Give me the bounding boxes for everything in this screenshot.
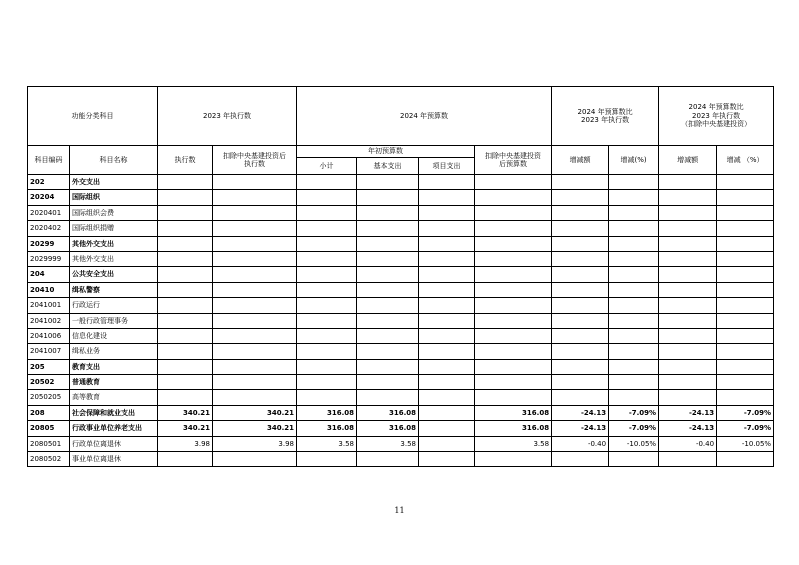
row-value: -24.13 (659, 421, 717, 436)
table-row (28, 390, 774, 405)
row-value (552, 267, 609, 282)
row-value: 3.58 (475, 436, 552, 451)
row-value (357, 190, 419, 205)
row-name: 行政单位离退休 (70, 436, 158, 451)
row-value (419, 221, 475, 236)
row-value (717, 175, 774, 190)
header-2024-budget: 2024 年预算数 (297, 87, 552, 146)
row-value (357, 328, 419, 343)
row-code: 2041002 (28, 313, 70, 328)
row-value: -24.13 (552, 405, 609, 420)
row-value (419, 267, 475, 282)
row-value (297, 251, 357, 266)
row-value (717, 359, 774, 374)
row-value (659, 205, 717, 220)
row-value (419, 405, 475, 420)
row-value: -0.40 (552, 436, 609, 451)
row-value (213, 298, 297, 313)
header-inc-amt-2: 增减额 (659, 146, 717, 175)
row-value (475, 390, 552, 405)
row-value (213, 267, 297, 282)
row-value: 340.21 (213, 405, 297, 420)
row-value (659, 236, 717, 251)
row-value (213, 344, 297, 359)
header-code: 科目编码 (28, 146, 70, 175)
row-value (297, 359, 357, 374)
row-value (552, 175, 609, 190)
table-row (28, 452, 774, 467)
row-value (609, 313, 659, 328)
row-code: 20204 (28, 190, 70, 205)
row-value (609, 205, 659, 220)
row-code: 20299 (28, 236, 70, 251)
row-value (297, 282, 357, 297)
row-name: 其他外交支出 (70, 251, 158, 266)
row-value (552, 298, 609, 313)
row-value (357, 298, 419, 313)
row-value: -7.09% (609, 421, 659, 436)
row-name: 缉私业务 (70, 344, 158, 359)
row-value (419, 205, 475, 220)
row-value (475, 313, 552, 328)
row-value (158, 267, 213, 282)
row-name: 公共安全支出 (70, 267, 158, 282)
row-value (717, 375, 774, 390)
row-value (609, 175, 659, 190)
row-value (213, 390, 297, 405)
row-value (659, 221, 717, 236)
table-row (28, 405, 774, 420)
row-value (297, 221, 357, 236)
row-value: -7.09% (717, 405, 774, 420)
row-value (297, 190, 357, 205)
row-value (552, 205, 609, 220)
row-value (158, 452, 213, 467)
row-value (659, 452, 717, 467)
row-value: -24.13 (552, 421, 609, 436)
header-2023-exec: 2023 年执行数 (158, 87, 297, 146)
row-value (552, 359, 609, 374)
row-value: 340.21 (158, 405, 213, 420)
row-value (475, 375, 552, 390)
row-code: 2050205 (28, 390, 70, 405)
row-value (158, 344, 213, 359)
row-value: -7.09% (717, 421, 774, 436)
row-name: 高等教育 (70, 390, 158, 405)
row-value (297, 236, 357, 251)
row-name: 行政运行 (70, 298, 158, 313)
row-value (717, 190, 774, 205)
row-code: 20410 (28, 282, 70, 297)
row-value (475, 251, 552, 266)
header-project: 项目支出 (419, 158, 475, 175)
header-exec-excl: 扣除中央基建投资后 执行数 (213, 146, 297, 175)
row-value: -10.05% (609, 436, 659, 451)
header-exec: 执行数 (158, 146, 213, 175)
row-value (297, 267, 357, 282)
row-value (475, 236, 552, 251)
row-name: 缉私警察 (70, 282, 158, 297)
row-code: 2020401 (28, 205, 70, 220)
row-code: 20502 (28, 375, 70, 390)
row-value: 316.08 (297, 405, 357, 420)
row-name: 一般行政管理事务 (70, 313, 158, 328)
row-value (475, 452, 552, 467)
table-row (28, 436, 774, 451)
row-value (552, 328, 609, 343)
row-value (475, 175, 552, 190)
row-value (213, 190, 297, 205)
row-value (717, 313, 774, 328)
row-value (609, 221, 659, 236)
header-budget-excl: 扣除中央基建投资 后预算数 (475, 146, 552, 175)
row-value (475, 344, 552, 359)
row-value (609, 452, 659, 467)
row-value (297, 313, 357, 328)
table-row (28, 205, 774, 220)
row-value (717, 298, 774, 313)
budget-table (27, 86, 774, 467)
row-value (659, 267, 717, 282)
row-code: 2041001 (28, 298, 70, 313)
row-value: 3.58 (357, 436, 419, 451)
row-name: 教育支出 (70, 359, 158, 374)
row-value (717, 205, 774, 220)
header-inc-pct-2: 增减 （%） (717, 146, 774, 175)
row-value (419, 375, 475, 390)
row-value (659, 359, 717, 374)
row-value (552, 390, 609, 405)
row-value (659, 313, 717, 328)
row-value (659, 390, 717, 405)
row-value (419, 313, 475, 328)
row-name: 其他外交支出 (70, 236, 158, 251)
row-code: 208 (28, 405, 70, 420)
row-value (213, 452, 297, 467)
row-value: 3.98 (158, 436, 213, 451)
table-row (28, 313, 774, 328)
table-row (28, 175, 774, 190)
row-value (552, 313, 609, 328)
row-value (213, 328, 297, 343)
row-name: 国际组织 (70, 190, 158, 205)
row-value (158, 282, 213, 297)
row-value (357, 251, 419, 266)
row-value (609, 344, 659, 359)
row-value (552, 236, 609, 251)
row-name: 外交支出 (70, 175, 158, 190)
row-value (419, 452, 475, 467)
row-value: -0.40 (659, 436, 717, 451)
row-value: 316.08 (475, 421, 552, 436)
row-value (158, 221, 213, 236)
row-value (609, 298, 659, 313)
row-value (213, 313, 297, 328)
row-value (609, 375, 659, 390)
row-value (158, 313, 213, 328)
row-value (659, 175, 717, 190)
row-value (609, 236, 659, 251)
header-inc-pct-1: 增减(%) (609, 146, 659, 175)
row-code: 2041007 (28, 344, 70, 359)
row-value (552, 344, 609, 359)
header-inc-amt-1: 增减额 (552, 146, 609, 175)
row-value: 316.08 (475, 405, 552, 420)
row-name: 社会保障和就业支出 (70, 405, 158, 420)
header-row-2 (28, 146, 774, 158)
row-value (552, 282, 609, 297)
row-value (717, 251, 774, 266)
row-name: 信息化建设 (70, 328, 158, 343)
row-value: 340.21 (158, 421, 213, 436)
row-value (609, 190, 659, 205)
row-value (419, 344, 475, 359)
row-value (357, 452, 419, 467)
row-value (158, 205, 213, 220)
row-value (717, 282, 774, 297)
row-value (297, 298, 357, 313)
row-value (357, 282, 419, 297)
row-name: 国际组织捐赠 (70, 221, 158, 236)
row-value (213, 221, 297, 236)
row-value (357, 344, 419, 359)
row-value (158, 298, 213, 313)
table-row (28, 328, 774, 343)
row-value: 340.21 (213, 421, 297, 436)
row-value (609, 328, 659, 343)
row-value (717, 452, 774, 467)
row-value (213, 359, 297, 374)
row-value (357, 375, 419, 390)
row-value (357, 175, 419, 190)
row-value (357, 390, 419, 405)
row-value (659, 190, 717, 205)
row-value (158, 375, 213, 390)
row-value: -7.09% (609, 405, 659, 420)
row-value (297, 390, 357, 405)
row-value (659, 344, 717, 359)
row-code: 2080502 (28, 452, 70, 467)
row-value (158, 190, 213, 205)
row-code: 2020402 (28, 221, 70, 236)
row-value (158, 359, 213, 374)
row-value (419, 328, 475, 343)
table-row (28, 359, 774, 374)
header-name: 科目名称 (70, 146, 158, 175)
row-value (552, 221, 609, 236)
row-value: 316.08 (357, 405, 419, 420)
row-value: 316.08 (357, 421, 419, 436)
row-value (475, 359, 552, 374)
table-row (28, 251, 774, 266)
row-value (609, 267, 659, 282)
row-value (659, 251, 717, 266)
row-value: -24.13 (659, 405, 717, 420)
row-value (297, 175, 357, 190)
row-value (475, 221, 552, 236)
row-value (297, 344, 357, 359)
header-compare-1: 2024 年预算数比 2023 年执行数 (552, 87, 659, 146)
table-row (28, 267, 774, 282)
row-value: -10.05% (717, 436, 774, 451)
row-value (475, 282, 552, 297)
table-row (28, 236, 774, 251)
row-value (419, 282, 475, 297)
header-basic: 基本支出 (357, 158, 419, 175)
row-value (717, 221, 774, 236)
header-func-category: 功能分类科目 (28, 87, 158, 146)
row-value (609, 251, 659, 266)
row-value (475, 328, 552, 343)
row-value (419, 390, 475, 405)
table-row (28, 421, 774, 436)
table-row (28, 190, 774, 205)
row-code: 205 (28, 359, 70, 374)
row-value (357, 267, 419, 282)
row-code: 202 (28, 175, 70, 190)
row-value (158, 251, 213, 266)
row-value (419, 359, 475, 374)
row-value (357, 221, 419, 236)
row-value (552, 190, 609, 205)
row-value (213, 375, 297, 390)
row-value: 3.58 (297, 436, 357, 451)
row-value (475, 205, 552, 220)
row-value (659, 328, 717, 343)
row-value (213, 236, 297, 251)
row-code: 204 (28, 267, 70, 282)
row-value (419, 421, 475, 436)
table-row (28, 375, 774, 390)
row-value (475, 267, 552, 282)
row-value (717, 236, 774, 251)
row-value (419, 236, 475, 251)
row-value (552, 251, 609, 266)
row-code: 20805 (28, 421, 70, 436)
header-compare-2: 2024 年预算数比 2023 年执行数 （扣除中央基建投资） (659, 87, 774, 146)
row-value (552, 452, 609, 467)
row-value (475, 298, 552, 313)
row-code: 2041006 (28, 328, 70, 343)
row-value (419, 436, 475, 451)
row-value (297, 452, 357, 467)
row-value (419, 175, 475, 190)
row-name: 事业单位离退休 (70, 452, 158, 467)
header-initial-budget: 年初预算数 (297, 146, 475, 158)
row-name: 普通教育 (70, 375, 158, 390)
row-value: 3.98 (213, 436, 297, 451)
row-code: 2080501 (28, 436, 70, 451)
row-value (158, 236, 213, 251)
row-value (659, 375, 717, 390)
header-subtotal: 小计 (297, 158, 357, 175)
row-name: 行政事业单位养老支出 (70, 421, 158, 436)
row-value (419, 190, 475, 205)
row-value (357, 236, 419, 251)
row-value (213, 282, 297, 297)
row-value (552, 375, 609, 390)
row-code: 2029999 (28, 251, 70, 266)
table-row (28, 221, 774, 236)
table-row (28, 344, 774, 359)
row-value (717, 344, 774, 359)
row-value (213, 175, 297, 190)
row-value (357, 313, 419, 328)
row-value (659, 298, 717, 313)
row-value (659, 282, 717, 297)
row-name: 国际组织会费 (70, 205, 158, 220)
page-number: 11 (394, 506, 405, 515)
row-value (297, 375, 357, 390)
row-value (419, 251, 475, 266)
row-value (158, 390, 213, 405)
row-value (609, 282, 659, 297)
header-row-1 (28, 87, 774, 146)
row-value (297, 205, 357, 220)
row-value (717, 390, 774, 405)
row-value (357, 359, 419, 374)
row-value: 316.08 (297, 421, 357, 436)
row-value (609, 359, 659, 374)
row-value (213, 205, 297, 220)
row-value (419, 298, 475, 313)
row-value (357, 205, 419, 220)
row-value (158, 328, 213, 343)
row-value (717, 267, 774, 282)
row-value (609, 390, 659, 405)
table-row (28, 282, 774, 297)
row-value (475, 190, 552, 205)
row-value (158, 175, 213, 190)
row-value (297, 328, 357, 343)
row-value (717, 328, 774, 343)
table-row (28, 298, 774, 313)
row-value (213, 251, 297, 266)
